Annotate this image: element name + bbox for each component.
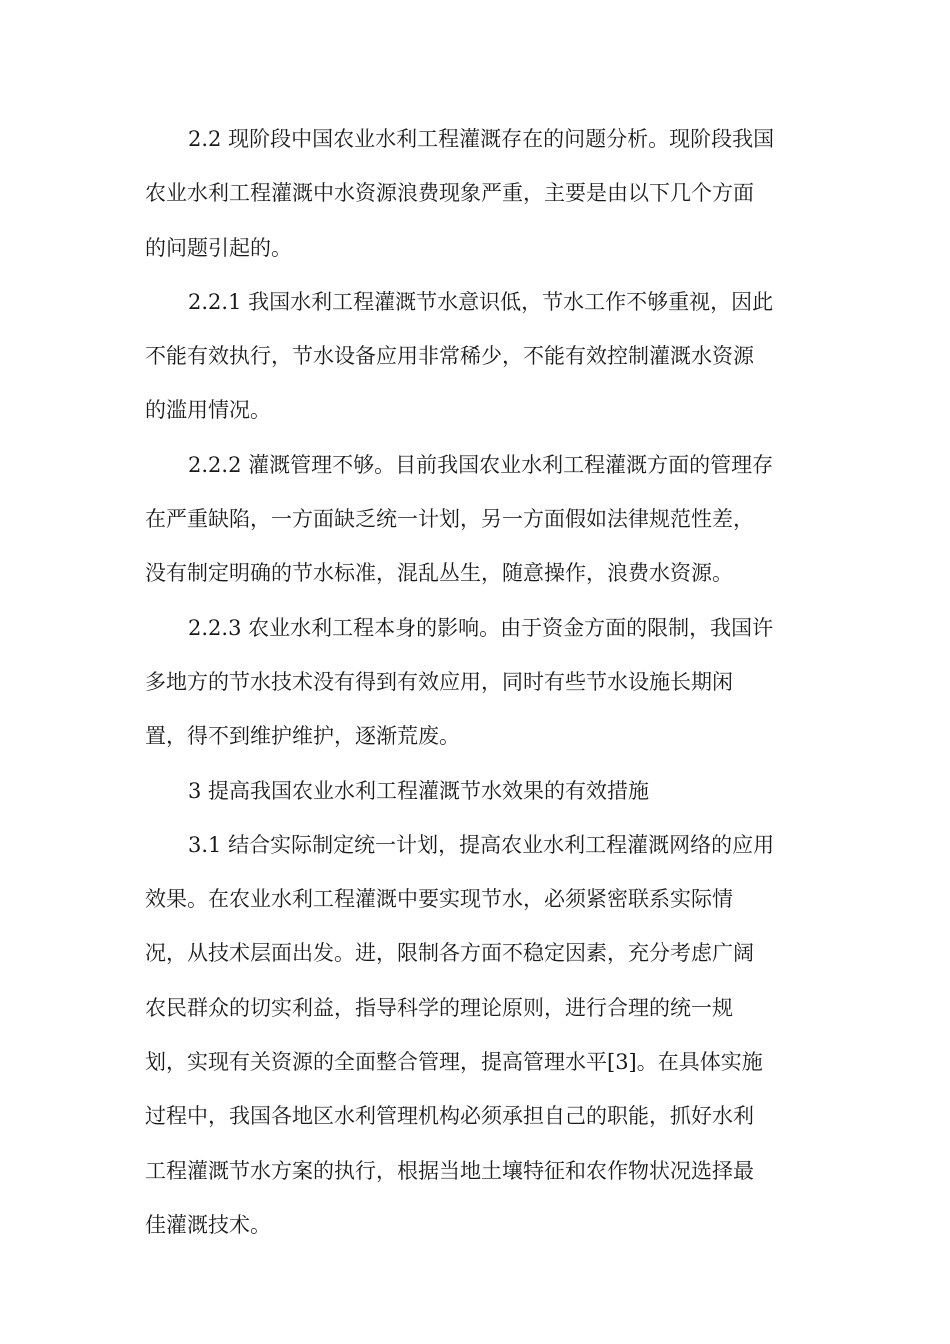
paragraph-2-2-line-3: 的问题引起的。: [145, 235, 292, 260]
paragraph-2-2-3-line-2: 多地方的节水技术没有得到有效应用，同时有些节水设施长期闲: [145, 669, 733, 694]
paragraph-3-1-line-7: 工程灌溉节水方案的执行，根据当地土壤特征和农作物状况选择最: [145, 1158, 754, 1183]
document-body: [145, 112, 805, 1252]
paragraph-2-2-2-line-3: 没有制定明确的节水标准，混乱丛生，随意操作，浪费水资源。: [145, 561, 733, 586]
paragraph-2-2-3-line-3: 置，得不到维护维护，逐渐荒废。: [145, 724, 460, 749]
paragraph-2-2-1-line-1: 2.2.1 我国水利工程灌溉节水意识低，节水工作不够重视，因此: [188, 289, 774, 314]
paragraph-2-2-line-1: 2.2 现阶段中国农业水利工程灌溉存在的问题分析。现阶段我国: [188, 127, 775, 151]
section-3-heading: 3 提高我国农业水利工程灌溉节水效果的有效措施: [188, 778, 650, 803]
paragraph-2-2-1-line-3: 的滥用情况。: [145, 398, 271, 423]
paragraph-3-1-line-6: 过程中，我国各地区水利管理机构必须承担自己的职能，抓好水利: [145, 1104, 754, 1129]
paragraph-2-2-1-line-2: 不能有效执行，节水设备应用非常稀少，不能有效控制灌溉水资源: [145, 344, 754, 369]
paragraph-2-2-3-line-1: 2.2.3 农业水利工程本身的影响。由于资金方面的限制，我国许: [188, 615, 774, 640]
paragraph-2-2-line-2: 农业水利工程灌溉中水资源浪费现象严重，主要是由以下几个方面: [145, 181, 754, 206]
paragraph-3-1-line-8: 佳灌溉技术。: [145, 1212, 271, 1237]
paragraph-3-1-line-2: 效果。在农业水利工程灌溉中要实现节水，必须紧密联系实际情: [145, 887, 733, 912]
paragraph-3-1-line-3: 况，从技术层面出发。进，限制各方面不稳定因素，充分考虑广阔: [145, 941, 754, 966]
paragraph-3-1-line-5: 划，实现有关资源的全面整合管理，提高管理水平[3]。在具体实施: [145, 1050, 763, 1075]
paragraph-3-1-line-1: 3.1 结合实际制定统一计划，提高农业水利工程灌溉网络的应用: [188, 832, 775, 857]
paragraph-2-2-2-line-1: 2.2.2 灌溉管理不够。目前我国农业水利工程灌溉方面的管理存: [188, 452, 774, 477]
paragraph-2-2-2-line-2: 在严重缺陷，一方面缺乏统一计划，另一方面假如法律规范性差，: [145, 507, 754, 532]
paragraph-3-1-line-4: 农民群众的切实利益，指导科学的理论原则，进行合理的统一规: [145, 995, 733, 1020]
